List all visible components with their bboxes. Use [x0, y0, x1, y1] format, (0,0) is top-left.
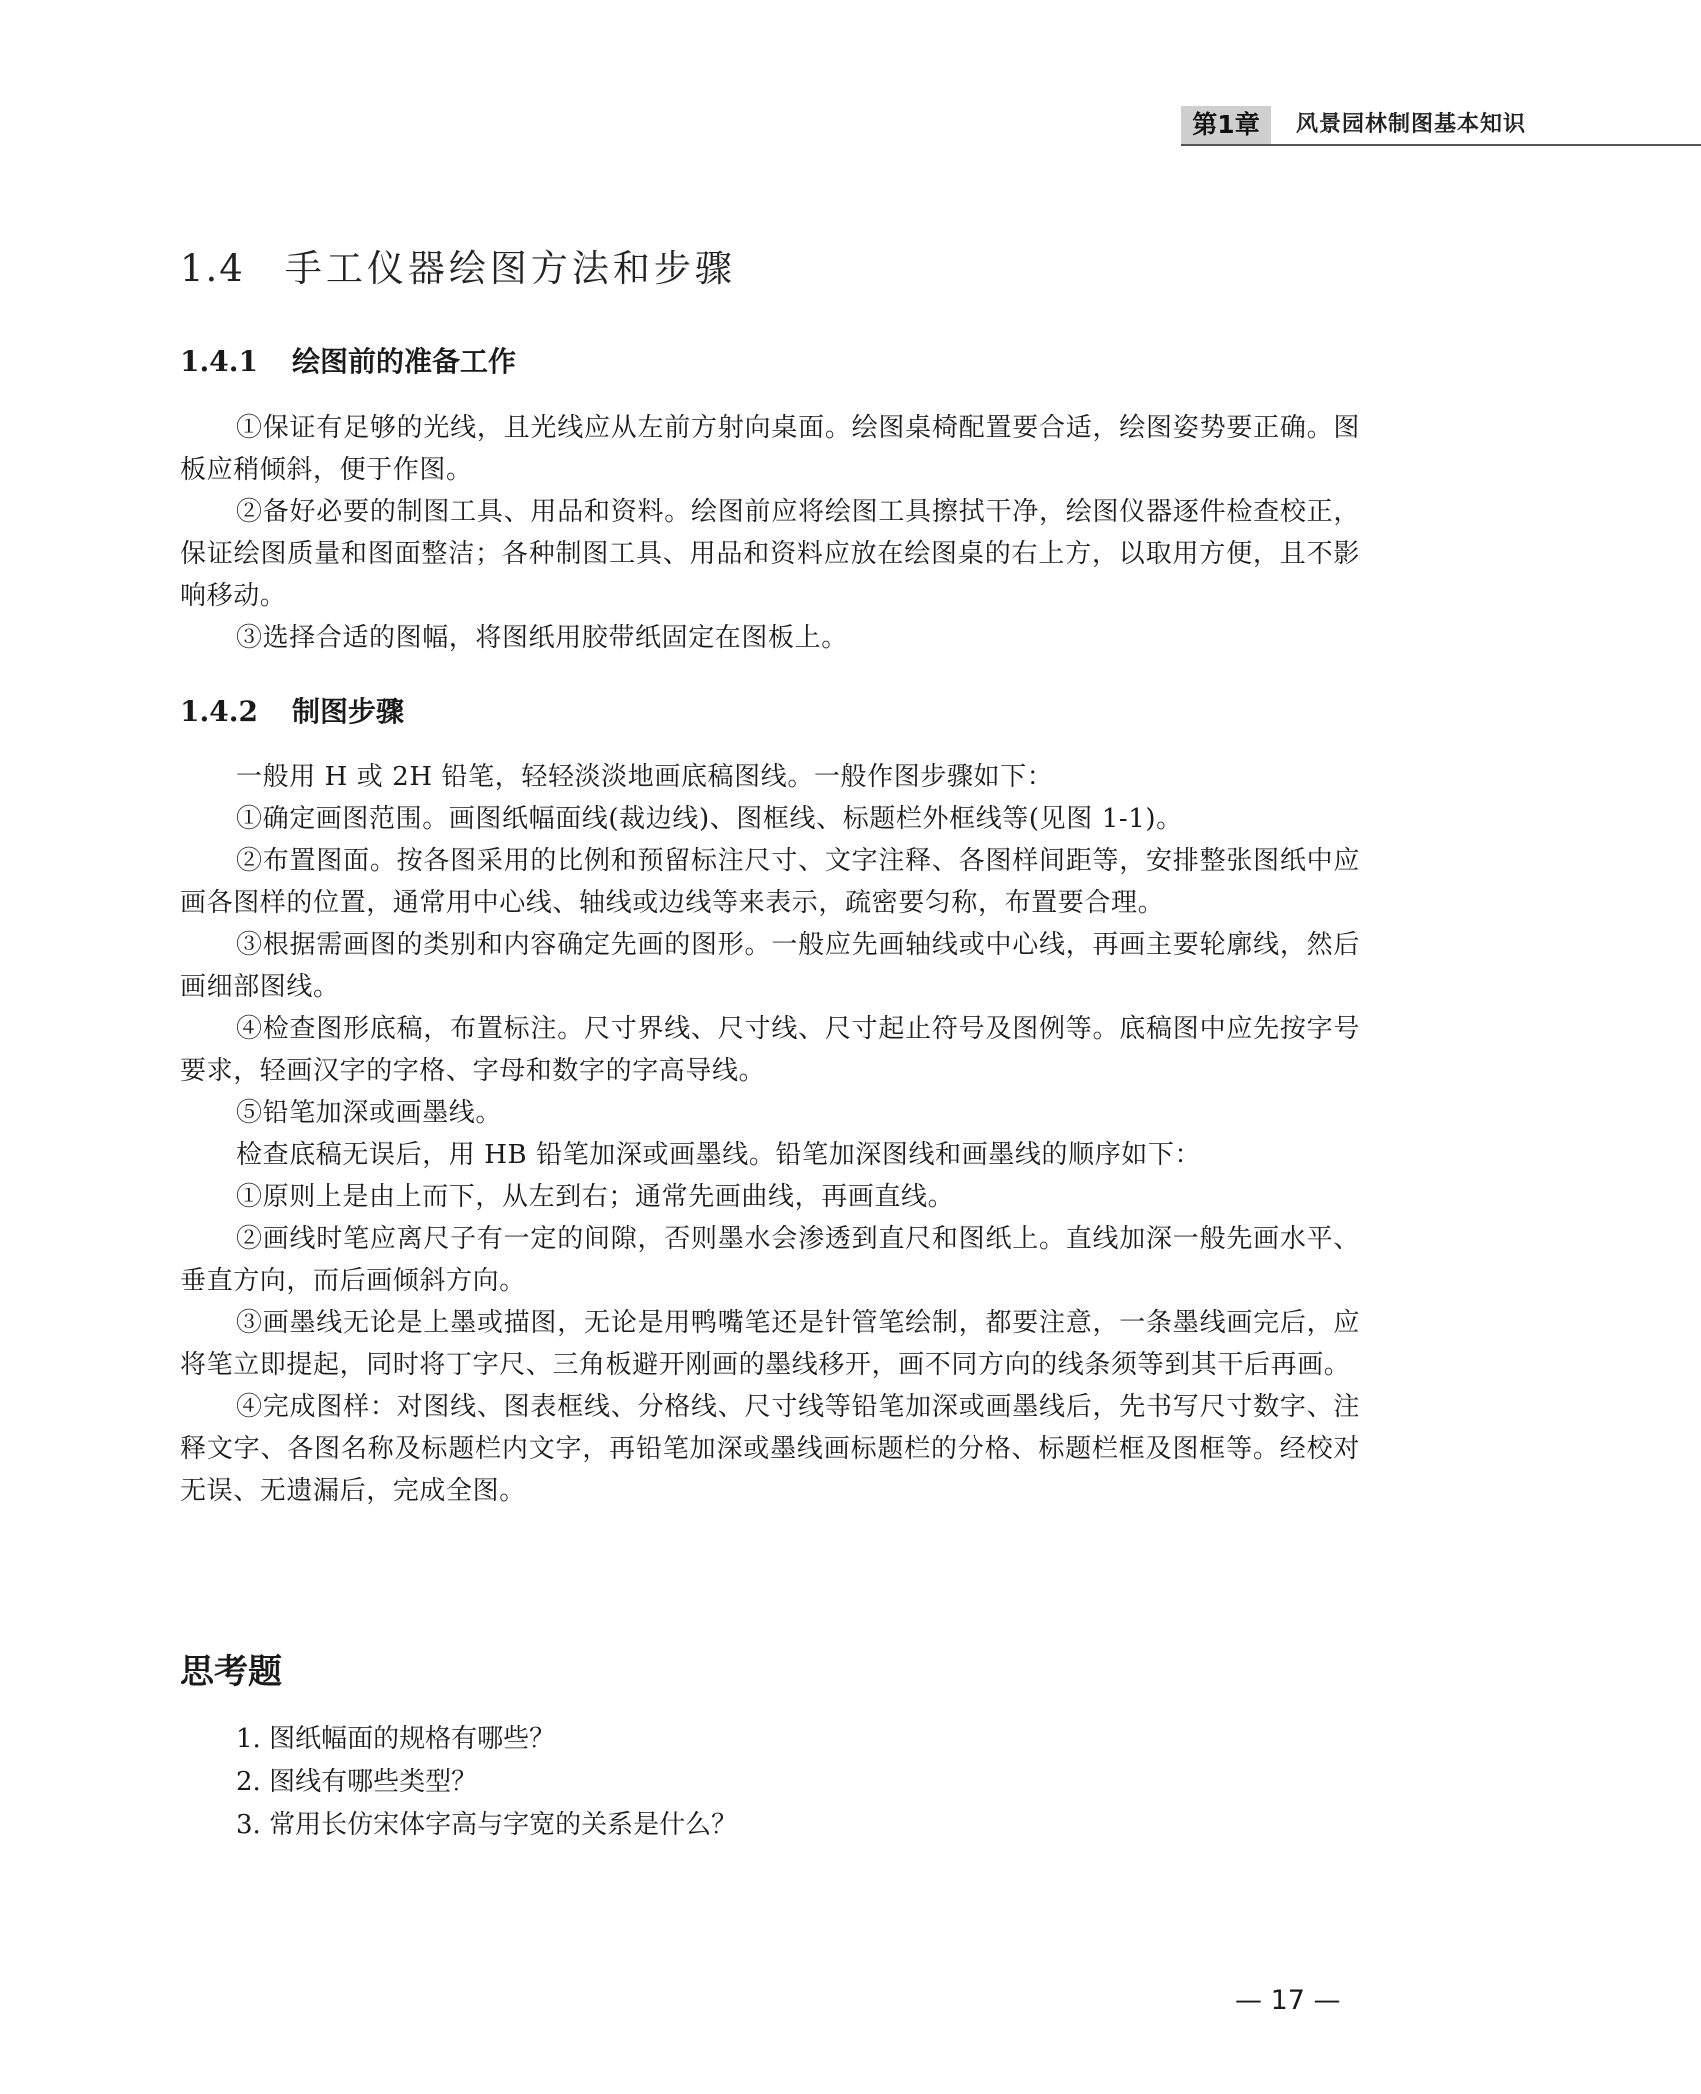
paragraph: ②布置图面。按各图采用的比例和预留标注尺寸、文字注释、各图样间距等，安排整张图纸中应画各图样的位置，通常用中心线、轴线或边线等来表示，疏密要匀称，布置要合理。 [180, 846, 1360, 918]
paragraph: 一般用 H 或 2H 铅笔，轻轻淡淡地画底稿图线。一般作图步骤如下： [236, 762, 1054, 792]
subsection-title: 制图步骤 [291, 695, 404, 728]
subsection-heading-1 [180, 340, 516, 380]
paragraph: ③画墨线无论是上墨或描图，无论是用鸭嘴笔还是针管笔绘制，都要注意，一条墨线画完后，应将笔立即提起，同时将丁字尺、三角板避开刚画的墨线移开，画不同方向的线条须等到其干后再画。 [180, 1308, 1360, 1380]
subsection-heading-2 [180, 690, 404, 730]
chapter-title: 风景园林制图基本知识 [1296, 112, 1527, 137]
paragraph: ①原则上是由上而下，从左到右；通常先画曲线，再画直线。 [236, 1182, 955, 1212]
paragraph: ⑤铅笔加深或画墨线。 [236, 1098, 503, 1128]
paragraph: 检查底稿无误后，用 HB 铅笔加深或画墨线。铅笔加深图线和画墨线的顺序如下： [236, 1140, 1202, 1170]
section-heading [180, 238, 736, 292]
paragraph: ③根据需画图的类别和内容确定先画的图形。一般应先画轴线或中心线，再画主要轮廓线，然后画细部图线。 [180, 930, 1360, 1002]
question-item: 2. 图线有哪些类型？ [236, 1767, 478, 1797]
subsection-title: 绘图前的准备工作 [291, 345, 516, 378]
questions-title: 思考题 [180, 1652, 282, 1692]
subsection-number: 1.4.1 [180, 345, 258, 378]
page-number: — 17 — [1235, 1985, 1341, 2016]
section-number: 1.4 [180, 247, 245, 290]
subsection-body-1 [180, 407, 1360, 659]
question-item: 1. 图纸幅面的规格有哪些？ [236, 1724, 556, 1754]
paragraph: ①确定画图范围。画图纸幅面线(裁边线)、图框线、标题栏外框线等(见图 1-1)。 [236, 804, 1183, 834]
paragraph: ③选择合适的图幅，将图纸用胶带纸固定在图板上。 [236, 623, 848, 653]
paragraph: ④检查图形底稿，布置标注。尺寸界线、尺寸线、尺寸起止符号及图例等。底稿图中应先按字号要求，轻画汉字的字格、字母和数字的字高导线。 [180, 1014, 1360, 1086]
paragraph: ④完成图样：对图线、图表框线、分格线、尺寸线等铅笔加深或画墨线后，先书写尺寸数字、注释文字、各图名称及标题栏内文字，再铅笔加深或墨线画标题栏的分格、标题栏框及图框等。经校对无误、无遗漏后，完成全图。 [180, 1392, 1360, 1506]
questions-list [236, 1718, 737, 1847]
paragraph: ①保证有足够的光线，且光线应从左前方射向桌面。绘图桌椅配置要合适，绘图姿势要正确。图板应稍倾斜，便于作图。 [180, 413, 1360, 485]
paragraph: ②画线时笔应离尺子有一定的间隙，否则墨水会渗透到直尺和图纸上。直线加深一般先画水平、垂直方向，而后画倾斜方向。 [180, 1224, 1360, 1296]
question-item: 3. 常用长仿宋体字高与字宽的关系是什么？ [236, 1810, 738, 1840]
subsection-number: 1.4.2 [180, 695, 258, 728]
paragraph: ②备好必要的制图工具、用品和资料。绘图前应将绘图工具擦拭干净，绘图仪器逐件检查校正，保证绘图质量和图面整洁；各种制图工具、用品和资料应放在绘图桌的右上方，以取用方便，且不影响移动。 [180, 497, 1360, 611]
chapter-label: 第1章 [1181, 106, 1271, 144]
section-title: 手工仪器绘图方法和步骤 [284, 247, 736, 290]
subsection-body-2 [180, 756, 1360, 1512]
running-header [1181, 106, 1701, 146]
